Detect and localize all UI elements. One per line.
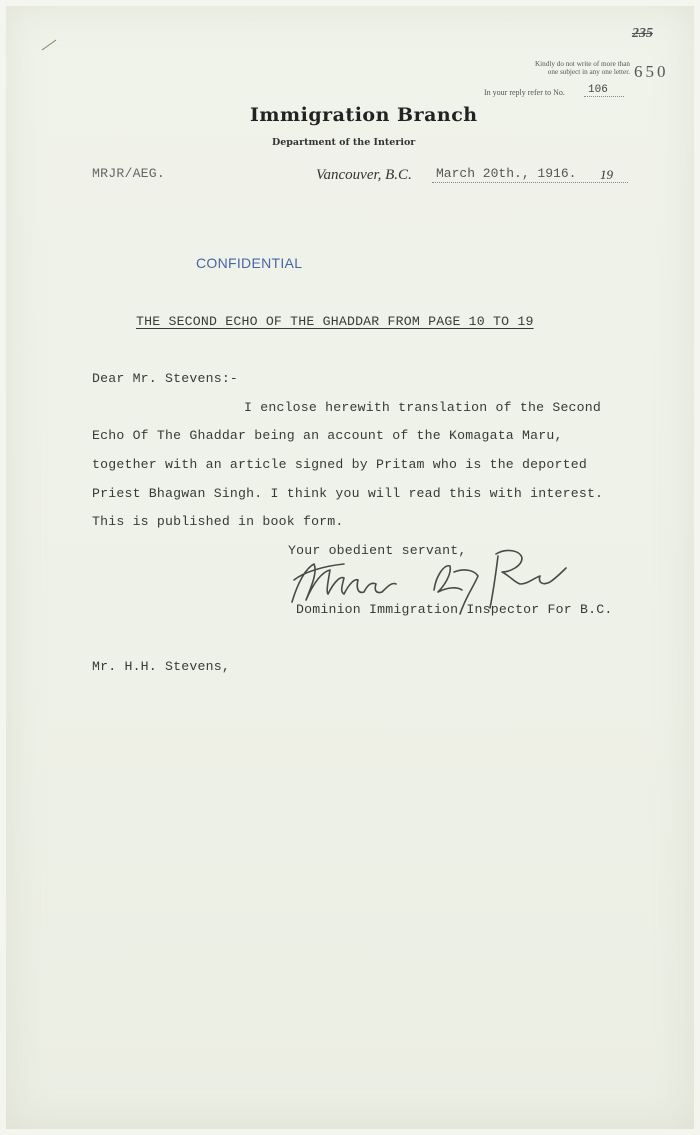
refer-dotline: [584, 96, 624, 97]
notice-line-1: Kindly do not write of more than: [534, 60, 630, 68]
closing: Your obedient servant,: [288, 543, 467, 558]
date-dotline: [432, 182, 628, 183]
refer-label: In your reply refer to No.: [484, 88, 565, 97]
salutation: Dear Mr. Stevens:-: [92, 371, 239, 386]
confidential-stamp: CONFIDENTIAL: [196, 255, 303, 271]
refer-number: 106: [588, 84, 608, 96]
signature-title: Dominion Immigration Inspector For B.C.: [296, 602, 613, 617]
body-line: Priest Bhagwan Singh. I think you will read this with interest.: [92, 486, 604, 501]
addressee: Mr. H.H. Stevens,: [92, 659, 230, 674]
reference-initials: MRJR/AEG.: [92, 166, 166, 181]
body-line: Echo Of The Ghaddar being an account of the Komagata Maru,: [92, 428, 563, 443]
body-line: together with an article signed by Pritam who is the deported: [92, 457, 587, 472]
letter-date: March 20th., 1916.: [436, 166, 577, 181]
notice-line-2: one subject in any one letter.: [547, 68, 630, 76]
subject-line: THE SECOND ECHO OF THE GHADDAR FROM PAGE 10 TO 19: [136, 314, 534, 329]
archive-stamp-number: 235: [632, 26, 653, 41]
place-label: Vancouver, B.C.: [316, 167, 412, 183]
body-line: This is published in book form.: [92, 514, 344, 529]
letterhead-subtitle: Department of the Interior: [272, 137, 416, 148]
notice-text: [470, 60, 630, 76]
letterhead-title: Immigration Branch: [250, 104, 478, 126]
file-number: 650: [634, 62, 669, 81]
body-line: I enclose herewith translation of the Second: [244, 400, 602, 415]
stray-pencil-mark: [40, 38, 60, 52]
year-suffix: 19: [600, 167, 613, 182]
